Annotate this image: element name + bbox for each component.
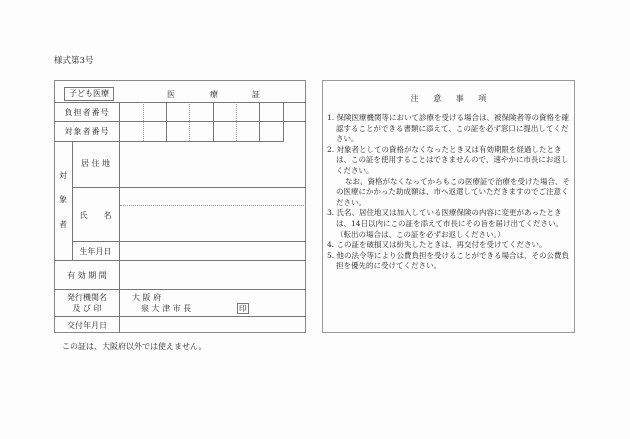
label-column-divider: [119, 102, 120, 333]
note-item: 1. 保険医療機関等において診療を受ける場合は、被保険者等の資格を確認することができる書類に添えて、この証を必ず窓口に提出してください。: [327, 113, 570, 144]
note-item: なお、資格がなくなってからもこの医療証で治療を受けた場合、その医療にかかった助成額は、市へ返還していただきますのでご注意ください。: [336, 176, 570, 207]
divider: [55, 141, 284, 142]
note-item: 5. 他の法令等により公費負担を受けることができる場合は、その公費負担を優先的に受けてください。: [327, 250, 570, 271]
digit-divider: [259, 102, 260, 141]
issuer-label: 発行機関名: [67, 293, 107, 302]
recipient-group-char-1: 対: [59, 171, 67, 180]
name-kana-divider: [120, 205, 306, 206]
digit-divider: [143, 102, 144, 141]
notes-panel: [322, 80, 575, 333]
note-item: 4. この証を破損又は紛失したときは、再交付を受けてください。: [327, 240, 547, 250]
digit-divider: [166, 102, 167, 141]
issuer-mayor: 泉 大 津 市 長: [141, 304, 192, 313]
note-item: 2. 対象者としての資格がなくなったとき又は有効期限を経過したときは、この証を使用することはできませんので、速やかに市長にお返しください。: [327, 144, 569, 175]
recipient-group-char-2: 象: [59, 195, 67, 204]
validity-label: 有 効 期 間: [67, 271, 107, 280]
divider: [55, 316, 306, 317]
payer-number-label: 負担者番号: [64, 108, 110, 117]
divider: [55, 260, 306, 261]
divider: [72, 187, 306, 188]
title-char-1: 医: [167, 90, 175, 99]
address-label: 居 住 地: [80, 159, 111, 168]
note-item: 3. 氏名、居住地又は加入している医療保険の内容に変更があったときは、14日以内にこの証を添えて市長にその旨を届け出てください。（転出の場合は、この証を必ずお返しください。）: [327, 208, 564, 239]
divider: [55, 102, 306, 103]
official-seal-icon: 印: [239, 304, 247, 313]
digit-divider: [236, 102, 237, 141]
recipient-group-char-3: 者: [59, 220, 67, 229]
notes-list: [327, 113, 573, 272]
title-char-2: 療: [210, 90, 218, 99]
issuer-seal-label: 及 び 印: [72, 304, 102, 313]
issue-date-label: 交付年月日: [67, 321, 107, 330]
digit-divider: [283, 102, 284, 141]
child-medical-badge: 子ども医療: [64, 87, 114, 101]
divider: [72, 241, 306, 242]
birthdate-label: 生年月日: [79, 247, 112, 256]
digit-divider: [189, 102, 190, 141]
divider: [55, 289, 306, 290]
title-char-3: 証: [252, 90, 260, 99]
medical-certificate-card: [54, 80, 306, 333]
notes-title: 注 意 事 項: [410, 94, 487, 103]
name-label: 氏 名: [79, 211, 112, 220]
digit-divider: [213, 102, 214, 141]
recipient-number-label: 対象者番号: [64, 127, 110, 136]
footer-note: この証は、大阪府以外では使えません。: [62, 342, 207, 351]
form-number: 様式第3号: [54, 56, 94, 66]
divider: [55, 121, 306, 122]
issuer-prefecture: 大 阪 府: [132, 293, 162, 302]
